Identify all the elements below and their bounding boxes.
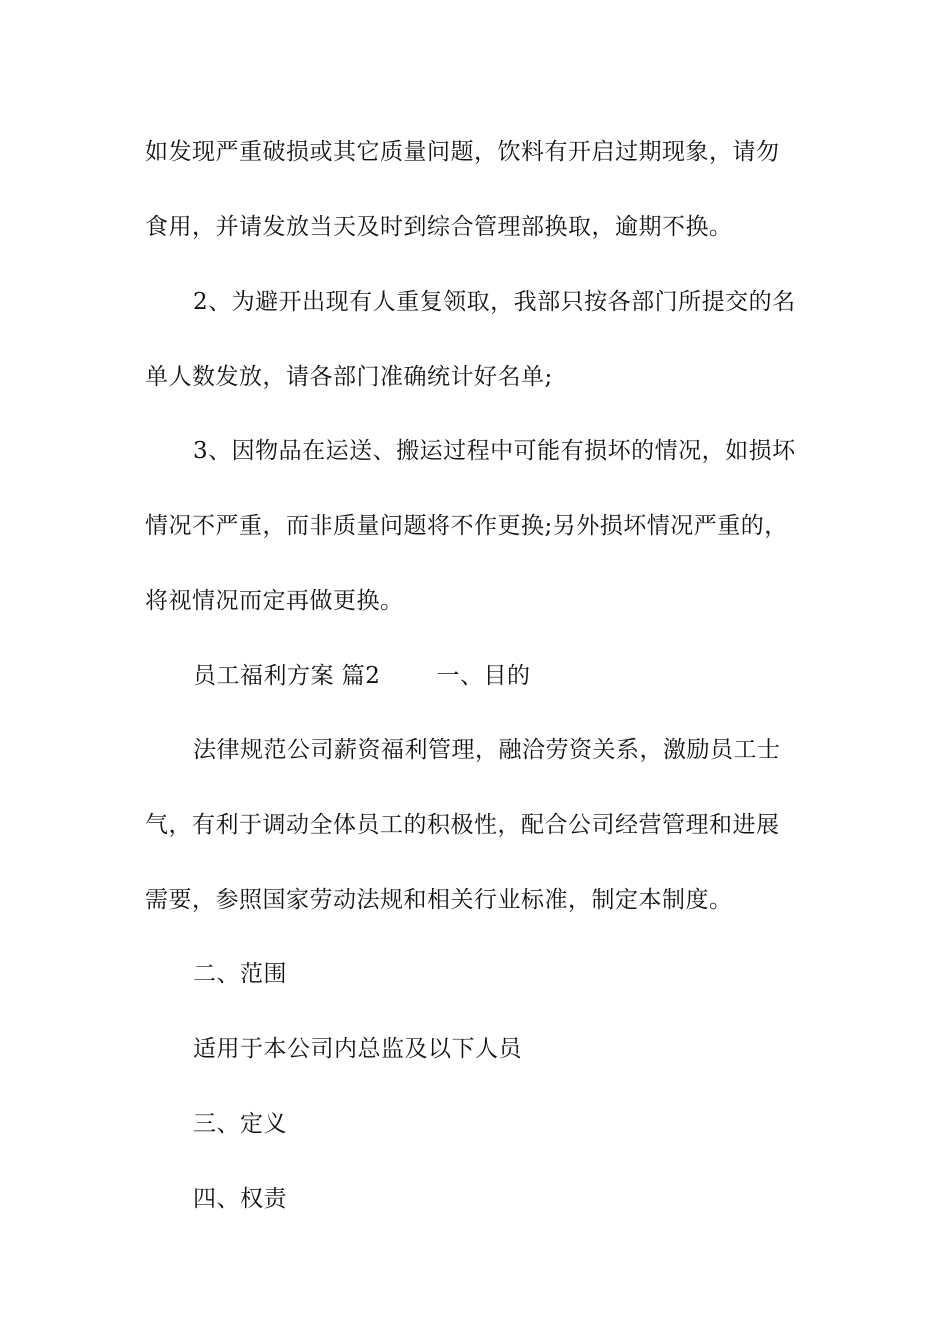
body-text-line: 如发现严重破损或其它质量问题，饮料有开启过期现象，请勿 xyxy=(145,139,780,165)
section-subheading: 一、目的 xyxy=(436,663,531,689)
body-text-line: 将视情况而定再做更换。 xyxy=(145,588,404,614)
section-title: 员工福利方案 篇2 xyxy=(193,663,381,689)
purpose-text-line: 法律规范公司薪资福利管理，融洽劳资关系，激励员工士 xyxy=(193,737,781,763)
body-text-line: 食用，并请发放当天及时到综合管理部换取，逾期不换。 xyxy=(145,214,733,240)
section-heading-line xyxy=(193,661,858,691)
body-text-line: 2、为避开出现有人重复领取，我部只按各部门所提交的名 xyxy=(193,289,796,315)
scope-heading: 二、范围 xyxy=(193,961,287,987)
rights-heading: 四、权责 xyxy=(193,1186,287,1212)
scope-text: 适用于本公司内总监及以下人员 xyxy=(193,1036,522,1062)
body-text-line: 情况不严重，而非质量问题将不作更换;另外损坏情况严重的， xyxy=(145,513,788,539)
purpose-text-line: 需要，参照国家劳动法规和相关行业标准，制定本制度。 xyxy=(145,887,733,913)
purpose-text-line: 气，有利于调动全体员工的积极性，配合公司经营管理和进展 xyxy=(145,812,780,838)
body-text-line: 3、因物品在运送、搬运过程中可能有损坏的情况，如损坏 xyxy=(193,438,796,464)
body-text-line: 单人数发放，请各部门准确统计好名单; xyxy=(145,364,553,390)
definition-heading: 三、定义 xyxy=(193,1111,287,1137)
